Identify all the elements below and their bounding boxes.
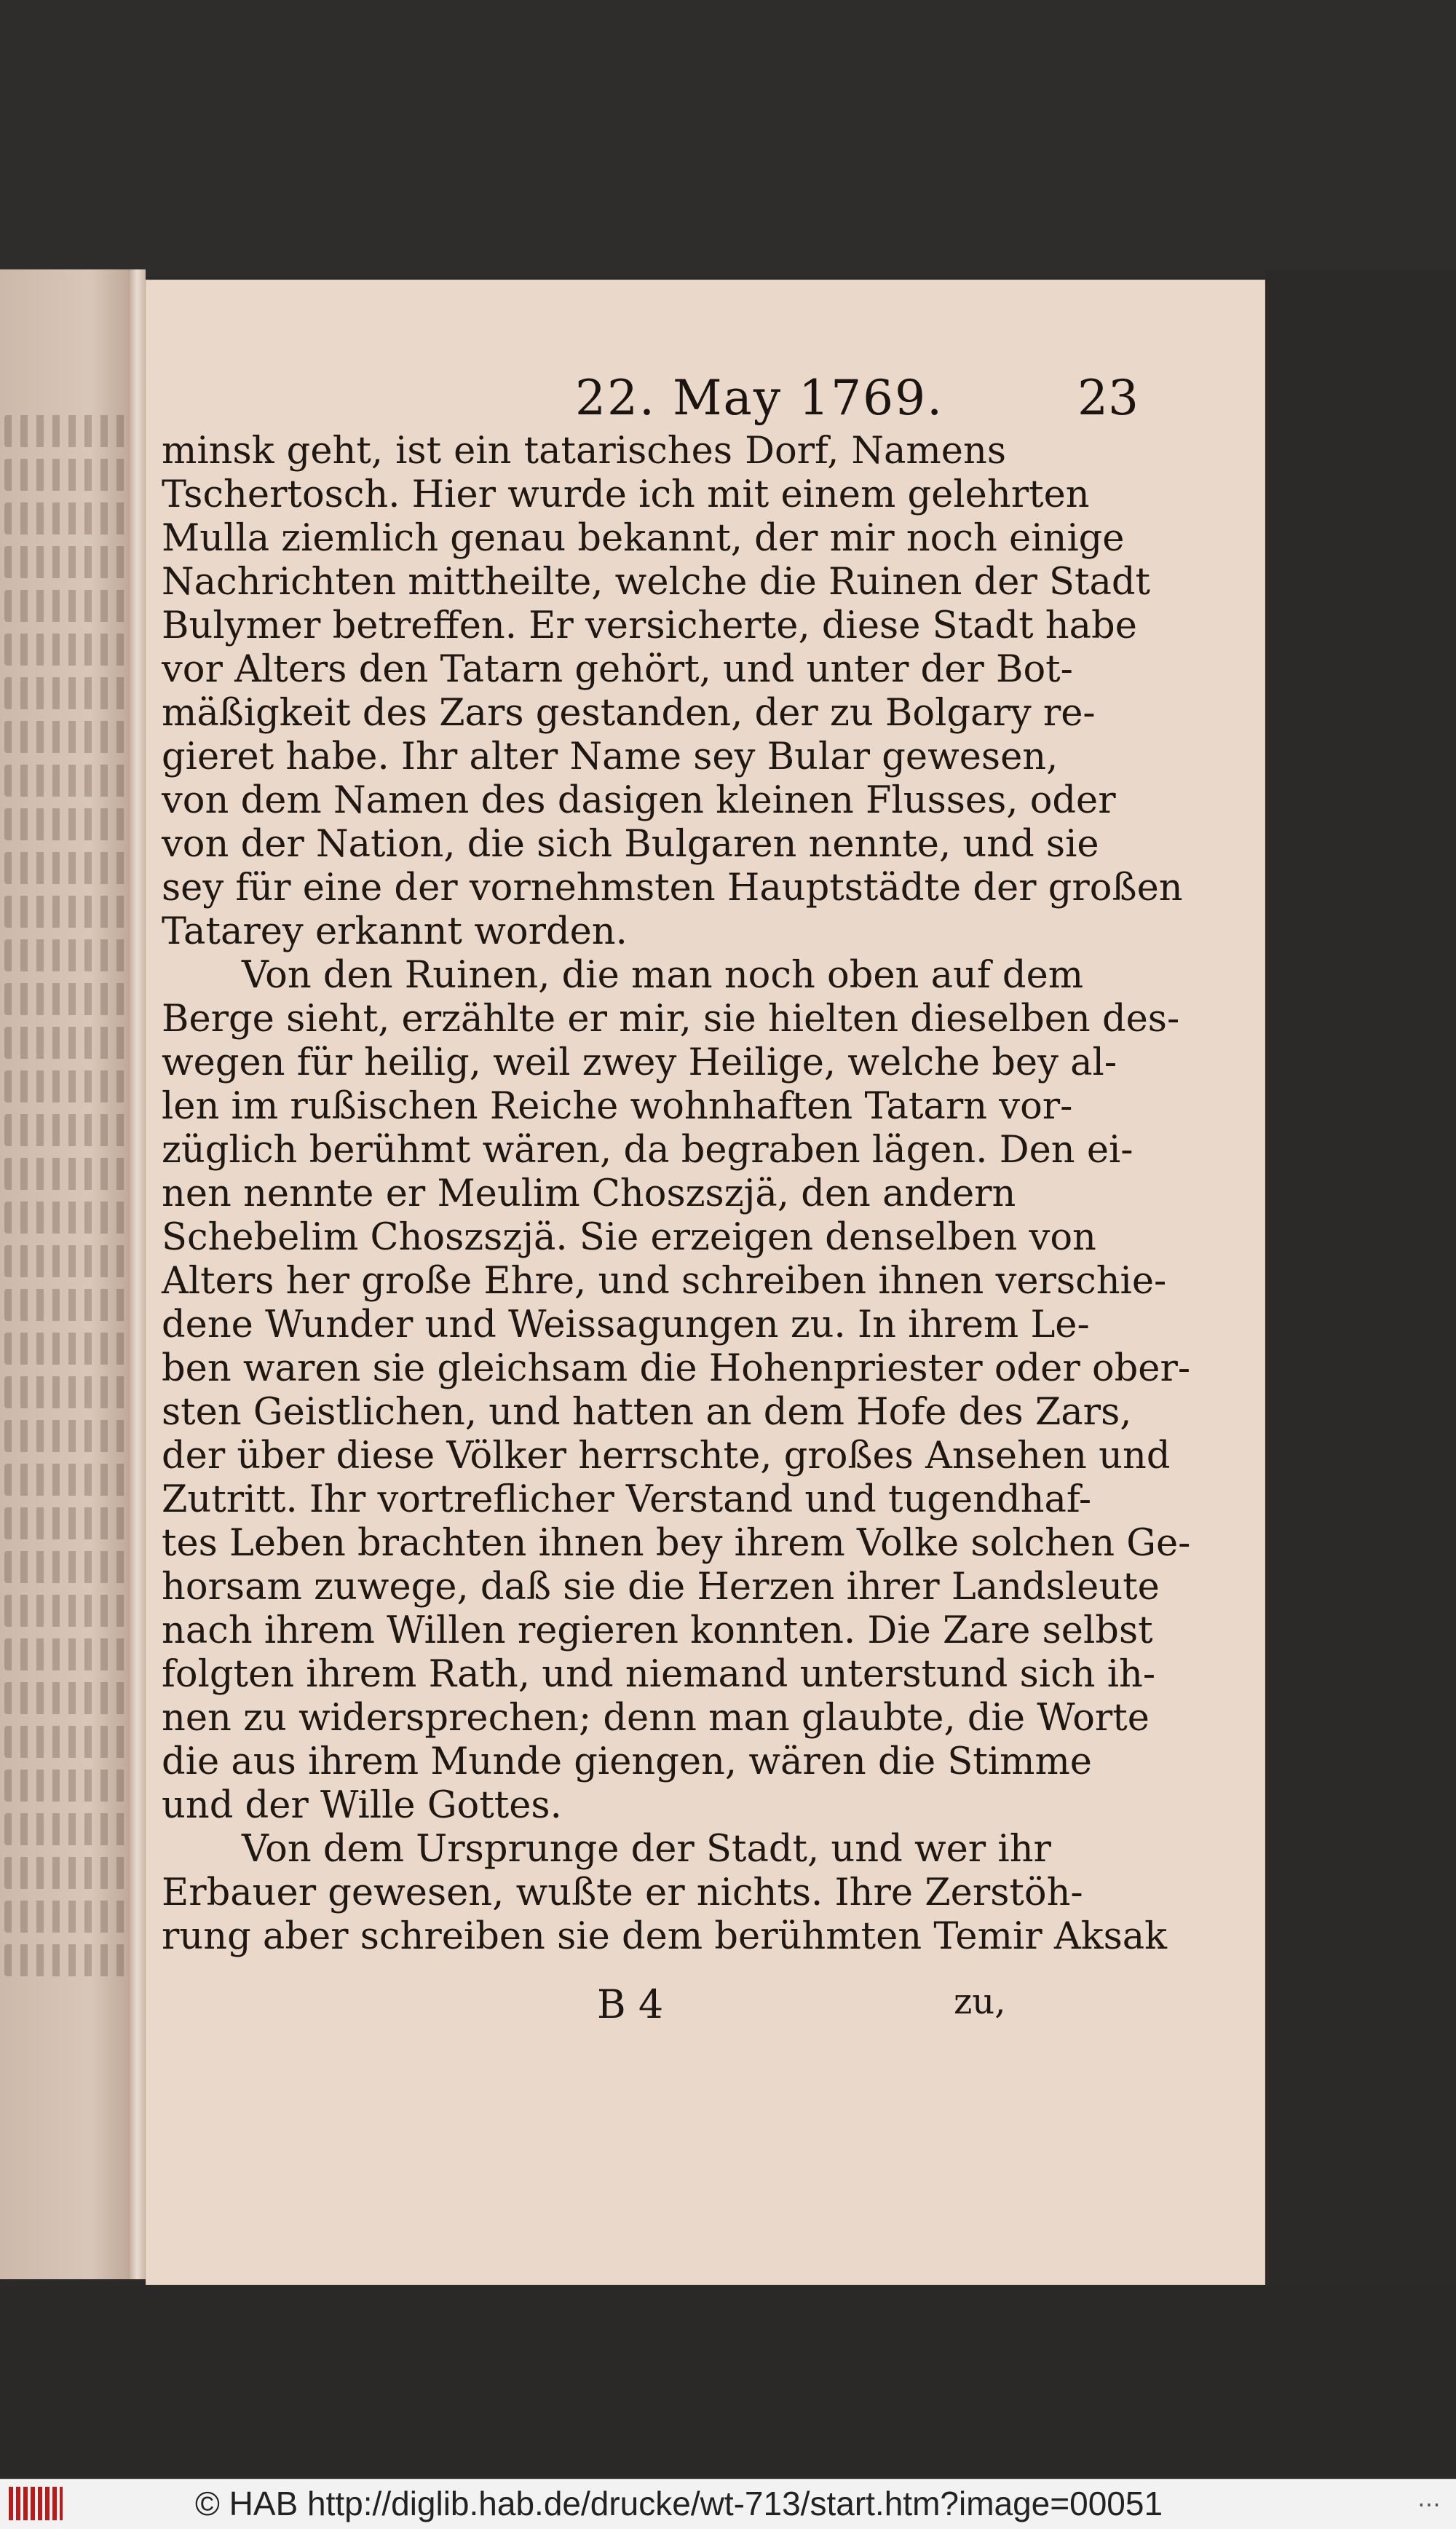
text-line: ben waren sie gleichsam die Hohenpriester oder ober- [162, 1347, 1191, 1390]
text-line: wegen für heilig, weil zwey Heilige, welche bey al- [162, 1041, 1117, 1084]
facing-page-ghost-line [4, 1595, 130, 1627]
facing-page-ghost-line [4, 634, 130, 666]
facing-page-ghost-line [4, 1202, 130, 1234]
attribution-bar [0, 2479, 1456, 2529]
text-line: züglich berühmt wären, da begraben lägen. Den ei- [162, 1129, 1133, 1172]
facing-page-ghost-line [4, 1857, 130, 1889]
facing-page-ghost-line [4, 1420, 130, 1452]
facing-page-ghost-line [4, 808, 130, 840]
text-line: tes Leben brachten ihnen bey ihrem Volke solchen Ge- [162, 1522, 1191, 1565]
facing-page-ghost-line [4, 896, 130, 928]
facing-page-edge [0, 269, 130, 2279]
facing-page-ghost-line [4, 1464, 130, 1496]
facing-page-ghost-line [4, 1769, 130, 1802]
catchword: zu, [954, 1981, 1006, 2022]
facing-page-ghost-line [4, 1070, 130, 1102]
text-line: der über diese Völker herrschte, großes Ansehen und [162, 1435, 1171, 1477]
book-page [146, 280, 1265, 2285]
text-line: Zutritt. Ihr vortreflicher Verstand und tugendhaf- [162, 1478, 1092, 1521]
text-line: rung aber schreiben sie dem berühmten Temir Aksak [162, 1915, 1168, 1958]
text-line: nen zu widersprechen; denn man glaubte, die Worte [162, 1697, 1150, 1740]
facing-page-ghost-line [4, 1901, 130, 1933]
text-line: Tatarey erkannt worden. [162, 910, 628, 953]
text-line: Mulla ziemlich genau bekannt, der mir noch einige [162, 517, 1125, 560]
scan-background-right [1265, 269, 1456, 2287]
text-line: nach ihrem Willen regieren konnten. Die Zare selbst [162, 1609, 1153, 1652]
facing-page-ghost-line [4, 1289, 130, 1321]
book-gutter [128, 269, 146, 2279]
facing-page-ghost-line [4, 1158, 130, 1190]
text-line: sten Geistlichen, und hatten an dem Hofe des Zars, [162, 1391, 1132, 1434]
text-line: minsk geht, ist ein tatarisches Dorf, Namens [162, 430, 1006, 473]
text-line: Erbauer gewesen, wußte er nichts. Ihre Zerstöh- [162, 1871, 1083, 1914]
facing-page-ghost-line [4, 852, 130, 884]
facing-page-ghost-line [4, 939, 130, 971]
text-line: Von dem Ursprunge der Stadt, und wer ihr [242, 1828, 1051, 1871]
text-line: Alters her große Ehre, und schreiben ihnen verschie- [162, 1260, 1167, 1303]
facing-page-ghost-line [4, 415, 130, 447]
text-line: Berge sieht, erzählte er mir, sie hielten dieselben des- [162, 998, 1180, 1041]
facing-page-ghost-line [4, 1376, 130, 1408]
facing-page-ghost-line [4, 459, 130, 491]
facing-page-ghost-line [4, 502, 130, 534]
scan-background-bottom [0, 2285, 1456, 2476]
facing-page-ghost-line [4, 1638, 130, 1670]
text-line: nen nennte er Meulim Choszszjä, den andern [162, 1172, 1016, 1215]
text-line: vor Alters den Tatarn gehört, und unter der Bot- [162, 648, 1073, 691]
facing-page-ghost-line [4, 546, 130, 578]
facing-page-ghost-line [4, 1944, 130, 1976]
page-number: 23 [1077, 370, 1139, 426]
facing-page-ghost-line [4, 1114, 130, 1146]
facing-page-ghost-line [4, 677, 130, 709]
text-line: von der Nation, die sich Bulgaren nennte, und sie [162, 823, 1099, 866]
text-line: und der Wille Gottes. [162, 1784, 562, 1827]
text-line: gieret habe. Ihr alter Name sey Bular gewesen, [162, 735, 1059, 778]
text-line: Bulymer betreffen. Er versicherte, diese Stadt habe [162, 604, 1137, 647]
facing-page-ghost-line [4, 1333, 130, 1365]
text-line: dene Wunder und Weissagungen zu. In ihrem Le- [162, 1303, 1090, 1346]
running-head-title: 22. May 1769. [575, 370, 944, 426]
copyright-credit: © HAB http://diglib.hab.de/drucke/wt-713/start.htm?image=00051 [195, 2485, 1163, 2522]
body-text [162, 430, 1191, 1973]
facing-page-ghost-line [4, 1507, 130, 1539]
text-line: Nachrichten mittheilte, welche die Ruinen der Stadt [162, 561, 1151, 604]
facing-page-ghost-line [4, 765, 130, 797]
text-line: die aus ihrem Munde giengen, wären die Stimme [162, 1740, 1092, 1783]
facing-page-ghost-line [4, 590, 130, 622]
text-line: Tschertosch. Hier wurde ich mit einem gelehrten [162, 473, 1090, 516]
facing-page-ghost-line [4, 983, 130, 1015]
facing-page-ghost-line [4, 721, 130, 753]
text-line: von dem Namen des dasigen kleinen Flusses, oder [162, 779, 1116, 822]
signature-mark: B 4 [597, 1981, 664, 2027]
facing-page-ghost-line [4, 1813, 130, 1845]
facing-page-ghost-line [4, 1245, 130, 1277]
facing-page-ghost-line [4, 1027, 130, 1059]
facing-page-ghost-line [4, 1726, 130, 1758]
text-line: sey für eine der vornehmsten Hauptstädte der großen [162, 867, 1183, 910]
text-line: folgten ihrem Rath, und niemand unterstund sich ih- [162, 1653, 1156, 1696]
facing-page-ghost-line [4, 1551, 130, 1583]
more-icon[interactable]: ⋯ [1417, 2490, 1441, 2518]
text-line: Schebelim Choszszjä. Sie erzeigen denselben von [162, 1216, 1096, 1259]
text-line: len im rußischen Reiche wohnhaften Tatarn vor- [162, 1085, 1073, 1128]
facing-page-ghost-line [4, 1682, 130, 1714]
text-line: mäßigkeit des Zars gestanden, der zu Bolgary re- [162, 692, 1096, 735]
text-line: horsam zuwege, daß sie die Herzen ihrer Landsleute [162, 1566, 1160, 1609]
hab-logo [9, 2487, 63, 2520]
text-line: Von den Ruinen, die man noch oben auf dem [242, 954, 1084, 997]
scan-background-top [0, 0, 1456, 277]
running-head [422, 354, 1150, 441]
